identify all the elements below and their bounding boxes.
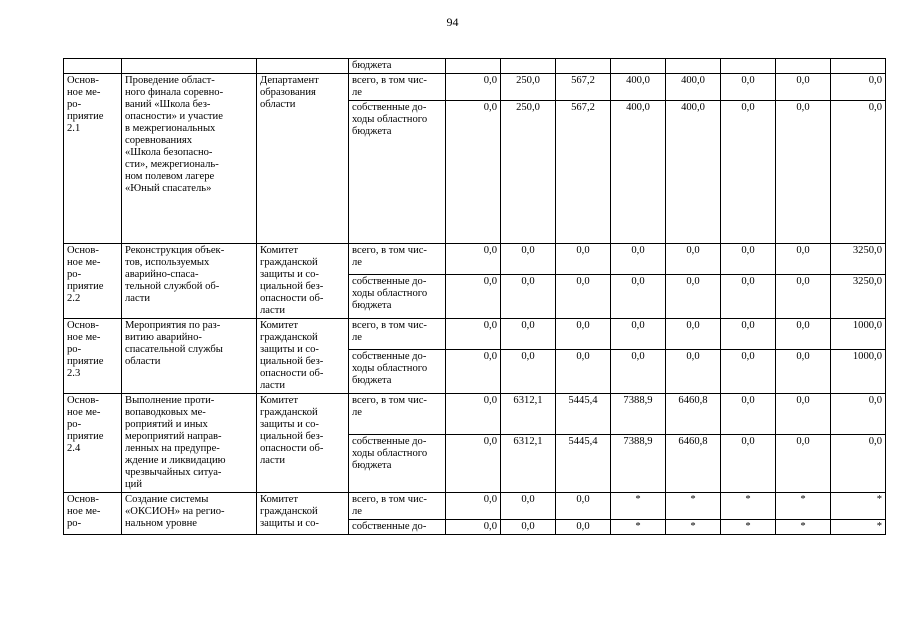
activity-code: Основ- ное ме- ро- приятие 2.4	[64, 394, 122, 493]
value-cell: 0,0	[776, 274, 831, 318]
source-label: всего, в том чис- ле	[349, 493, 446, 520]
value-cell: 3250,0	[831, 274, 886, 318]
value-cell: 400,0	[611, 101, 666, 244]
value-cell: 0,0	[831, 74, 886, 101]
budget-table	[63, 58, 886, 535]
table-row	[64, 394, 886, 435]
value-cell: 567,2	[556, 101, 611, 244]
value-cell: 0,0	[666, 349, 721, 393]
value-cell: 0,0	[446, 394, 501, 435]
value-cell: 0,0	[446, 434, 501, 493]
executor: Комитет гражданской защиты и со- циальной без- опасности об- ласти	[257, 244, 349, 319]
executor: Комитет гражданской защиты и со- циальной без- опасности об- ласти	[257, 319, 349, 394]
value-cell: 0,0	[446, 74, 501, 101]
table-row	[64, 493, 886, 520]
value-cell: 7388,9	[611, 434, 666, 493]
value-cell: 0,0	[556, 244, 611, 275]
value-cell: 0,0	[446, 274, 501, 318]
table-row	[64, 319, 886, 350]
activity-code: Основ- ное ме- ро- приятие 2.3	[64, 319, 122, 394]
value-cell: 0,0	[446, 101, 501, 244]
value-cell: *	[831, 520, 886, 535]
value-cell: 0,0	[666, 274, 721, 318]
source-label: всего, в том чис- ле	[349, 74, 446, 101]
value-cell: 0,0	[501, 493, 556, 520]
source-label: собственные до- ходы областного бюджета	[349, 349, 446, 393]
source-label: собственные до- ходы областного бюджета	[349, 274, 446, 318]
table-row	[64, 74, 886, 101]
activity-code: Основ- ное ме- ро- приятие 2.1	[64, 74, 122, 244]
value-cell: 400,0	[666, 74, 721, 101]
value-cell: 7388,9	[611, 394, 666, 435]
source-label: всего, в том чис- ле	[349, 394, 446, 435]
activity-name: Реконструкция объек- тов, используемых аварийно-спаса- тельной службой об- ласти	[122, 244, 257, 319]
value-cell: 0,0	[831, 394, 886, 435]
value-cell: 0,0	[446, 493, 501, 520]
activity-name: Выполнение проти- вопаводковых ме- роприятий и иных мероприятий направ- ленных на предупре- ждение и ликвидацию чрезвычайных ситуа- ций	[122, 394, 257, 493]
value-cell: 0,0	[776, 319, 831, 350]
value-cell: 0,0	[776, 394, 831, 435]
value-cell: 400,0	[666, 101, 721, 244]
value-cell: 0,0	[446, 319, 501, 350]
value-cell: *	[611, 520, 666, 535]
value-cell: 0,0	[556, 274, 611, 318]
activity-code: Основ- ное ме- ро- приятие 2.2	[64, 244, 122, 319]
value-cell: 0,0	[611, 244, 666, 275]
source-label: всего, в том чис- ле	[349, 319, 446, 350]
source-label: собственные до- ходы областного бюджета	[349, 434, 446, 493]
value-cell: 0,0	[721, 74, 776, 101]
value-cell: 0,0	[501, 349, 556, 393]
value-cell: *	[831, 493, 886, 520]
value-cell: 1000,0	[831, 349, 886, 393]
value-cell: 0,0	[446, 520, 501, 535]
activity-name: Мероприятия по раз- витию аварийно- спасательной службы области	[122, 319, 257, 394]
value-cell: 0,0	[776, 74, 831, 101]
source-label: собственные до- ходы областного бюджета	[349, 101, 446, 244]
table-row-continuation	[64, 59, 886, 74]
value-cell: 0,0	[611, 274, 666, 318]
value-cell: 0,0	[721, 244, 776, 275]
source-label: бюджета	[349, 59, 446, 74]
value-cell: 0,0	[776, 434, 831, 493]
value-cell: *	[721, 493, 776, 520]
value-cell: 6312,1	[501, 434, 556, 493]
value-cell: 0,0	[611, 319, 666, 350]
activity-name: Проведение област- ного финала соревно- ваний «Школа без- опасности» и участие в межрегиональных соревнованиях «Школа безопасно- сти», межрегиональ- ном полевом лагере «Юный спасатель»	[122, 74, 257, 244]
executor: Департамент образования области	[257, 74, 349, 244]
value-cell: 0,0	[666, 319, 721, 350]
value-cell: 0,0	[776, 101, 831, 244]
value-cell: 250,0	[501, 74, 556, 101]
table-row	[64, 244, 886, 275]
value-cell: *	[776, 520, 831, 535]
value-cell: 400,0	[611, 74, 666, 101]
activity-code: Основ- ное ме- ро-	[64, 493, 122, 535]
value-cell: 0,0	[776, 244, 831, 275]
value-cell: 0,0	[721, 434, 776, 493]
value-cell: 0,0	[776, 349, 831, 393]
value-cell: 0,0	[721, 394, 776, 435]
value-cell: *	[721, 520, 776, 535]
value-cell: *	[611, 493, 666, 520]
value-cell: *	[666, 520, 721, 535]
value-cell: *	[776, 493, 831, 520]
value-cell: 6460,8	[666, 394, 721, 435]
executor: Комитет гражданской защиты и со- циальной без- опасности об- ласти	[257, 394, 349, 493]
source-label: собственные до-	[349, 520, 446, 535]
value-cell: *	[666, 493, 721, 520]
value-cell: 0,0	[556, 493, 611, 520]
executor: Комитет гражданской защиты и со-	[257, 493, 349, 535]
value-cell: 0,0	[446, 244, 501, 275]
activity-name: Создание системы «ОКСИОН» на регио- нальном уровне	[122, 493, 257, 535]
value-cell: 0,0	[556, 520, 611, 535]
value-cell: 250,0	[501, 101, 556, 244]
value-cell: 0,0	[721, 101, 776, 244]
value-cell: 0,0	[611, 349, 666, 393]
value-cell: 0,0	[446, 349, 501, 393]
page-number: 94	[446, 15, 459, 29]
value-cell: 3250,0	[831, 244, 886, 275]
value-cell: 6312,1	[501, 394, 556, 435]
value-cell: 0,0	[666, 244, 721, 275]
value-cell: 5445,4	[556, 394, 611, 435]
value-cell: 0,0	[556, 319, 611, 350]
value-cell: 0,0	[501, 244, 556, 275]
value-cell: 5445,4	[556, 434, 611, 493]
value-cell: 567,2	[556, 74, 611, 101]
value-cell: 0,0	[501, 319, 556, 350]
value-cell: 0,0	[501, 520, 556, 535]
value-cell: 0,0	[721, 319, 776, 350]
value-cell: 0,0	[831, 101, 886, 244]
value-cell: 0,0	[556, 349, 611, 393]
value-cell: 0,0	[721, 274, 776, 318]
source-label: всего, в том чис- ле	[349, 244, 446, 275]
value-cell: 0,0	[721, 349, 776, 393]
value-cell: 1000,0	[831, 319, 886, 350]
value-cell: 0,0	[501, 274, 556, 318]
value-cell: 0,0	[831, 434, 886, 493]
value-cell: 6460,8	[666, 434, 721, 493]
